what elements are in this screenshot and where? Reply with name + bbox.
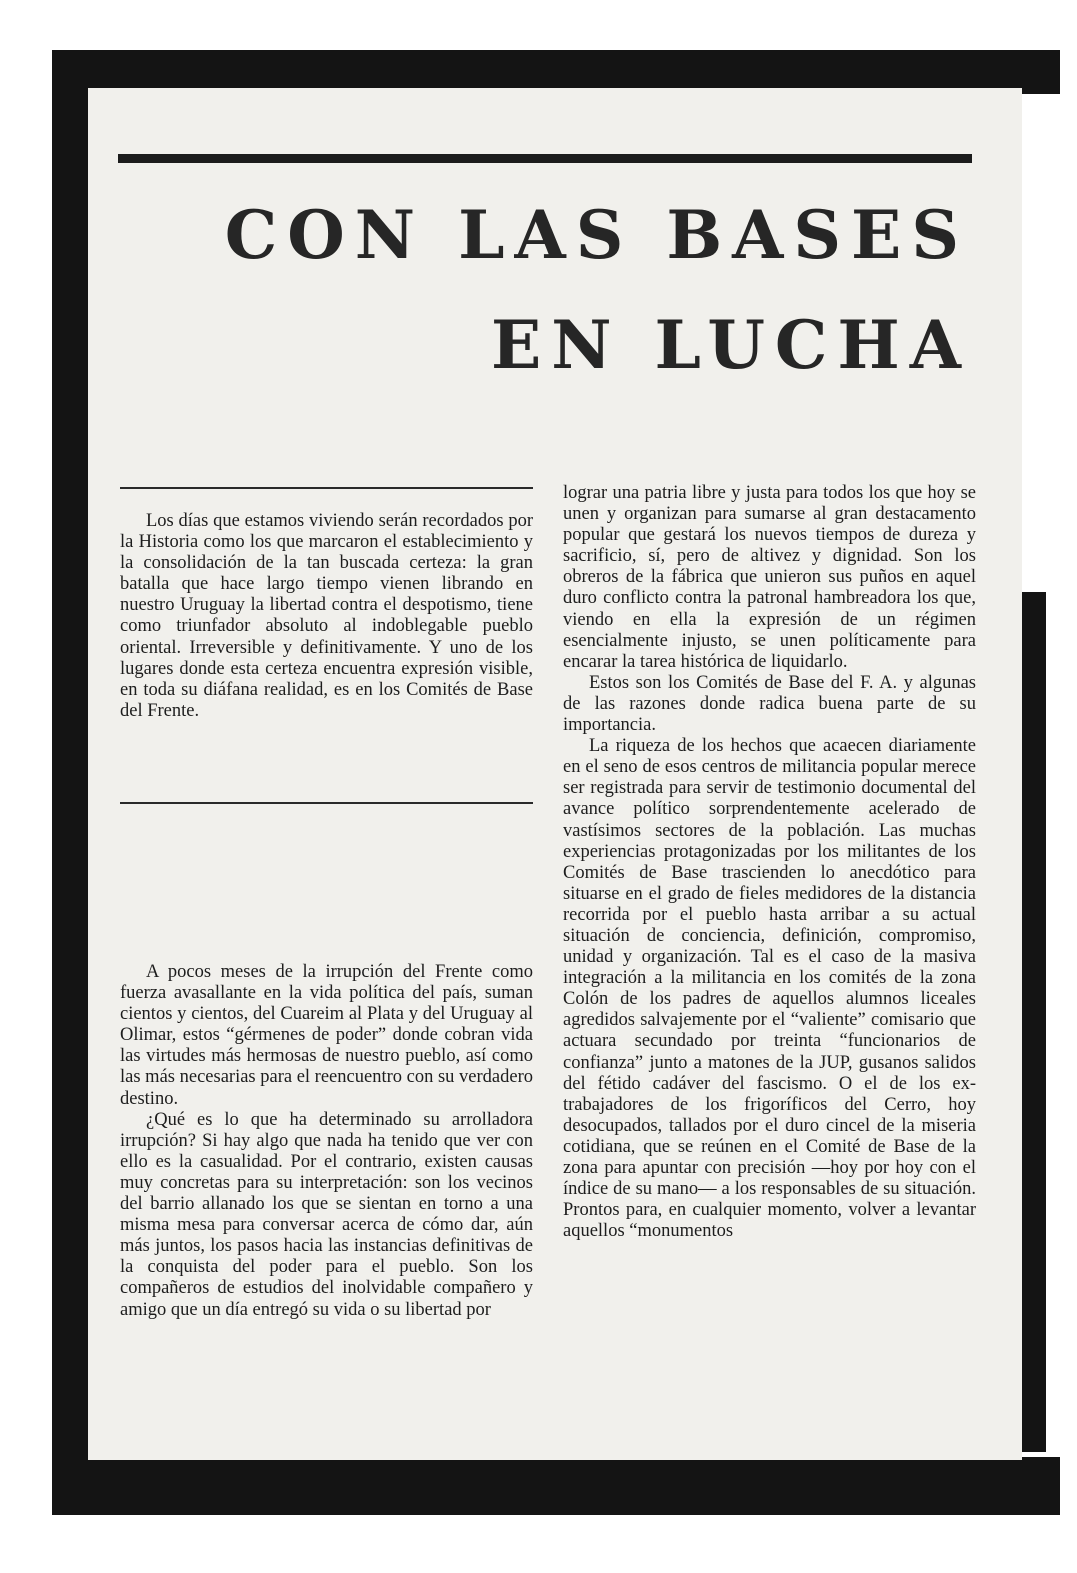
scan-border-left xyxy=(52,50,90,1515)
scan-border-right xyxy=(1020,592,1046,1452)
intro-box xyxy=(120,511,533,722)
right-column xyxy=(563,483,976,1242)
body-paragraph: Estos son los Comités de Base del F. A. y algunas de las razones donde radica buena parte de su importancia. xyxy=(563,672,976,736)
body-paragraph: lograr una patria libre y justa para todos los que hoy se unen y organizan para sumarse al gran destacamento popular que gestará los nuevos tiempos de dureza y sacrificio, sí, pero de altivez y dignidad. Son los obreros de la fábrica que unieron sus puños en aquel duro conflicto contra la patronal hambreadora los que, viendo en ella la expresión de un régimen esencialmente injusto, se unen políticamente para encarar la tarea histórica de liquidarlo. xyxy=(563,483,976,672)
header-rule xyxy=(118,154,972,163)
scan-border-bottom xyxy=(52,1457,1060,1515)
body-paragraph: ¿Qué es lo que ha determinado su arrolladora irrupción? Si hay algo que nada ha tenido que ver con ello es la casualidad. Por el contrario, existen causas muy concretas para su interpretación: son los vecinos del barrio allanado los que se sientan en torno a una misma mesa para conversar acerca de cómo dar, aún más juntos, los pasos hacia las instancias definitivas de la conquista del poder para el pueblo. Son los compañeros de estudios del inolvidable compañero y amigo que un día entregó su vida o su libertad por xyxy=(120,1109,533,1320)
body-paragraph: A pocos meses de la irrupción del Frente como fuerza avasallante en la vida política del país, suman cientos y cientos, del Cuareim al Plata y del Uruguay al Olimar, estos “gérmenes de poder” donde cobran vida las virtudes más hermosas de nuestro pueblo, así como las más necesarias para el reencuentro con su verdadero destino. xyxy=(120,962,533,1109)
page-number: 8 xyxy=(44,1469,51,1484)
body-paragraph: La riqueza de los hechos que acaecen diariamente en el seno de esos centros de militancia popular merece ser registrada para servir de testimonio documental del avance político sorprendentemente acelerado de vastísimos sectores de la población. Las muchas experiencias protagonizadas por los militantes de los Comités de Base trascienden lo anecdótico para situarse en el grado de fieles medidores de la distancia recorrida por el pueblo hasta arribar a su actual situación de conciencia, definición, compromiso, unidad y organización. Tal es el caso de la masiva integración a la militancia en los comités de la zona Colón de los padres de aquellos alumnos liceales agredidos salvajemente por el “valiente” comisario que actuara secundado por treinta “funcionarios de confianza” junto a matones de la JUP, gusanos salidos del fétido cadáver del fascismo. O el de los ex-trabajadores de los frigoríficos del Cerro, hoy desocupados, tallados por el duro cincel de la miseria cotidiana, que se reúnen en el Comité de Base de la zona para apuntar con precisión —hoy por hoy con el índice de su mano— a los responsables de su situación. Prontos para, en cualquier momento, volver a levantar aquellos “monumentos xyxy=(563,736,976,1242)
left-column xyxy=(120,962,533,1321)
intro-bottom-rule xyxy=(120,802,533,804)
intro-paragraph: Los días que estamos viviendo serán recordados por la Historia como los que marcaron el establecimiento y la consolidación de la tan buscada certeza: la gran batalla que hace largo tiempo vienen librando en nuestro Uruguay la libertad contra el despotismo, tiene como triunfador absoluto al indoblegable pueblo oriental. Irreversible y definitivamente. Y uno de los lugares donde esta certeza encuentra expresión visible, en toda su diáfana realidad, es en los Comités de Base del Frente. xyxy=(120,511,533,721)
article-title-line-2: EN LUCHA xyxy=(490,306,971,384)
article-title-line-1: CON LAS BASES xyxy=(224,196,969,274)
intro-top-rule xyxy=(120,487,533,489)
